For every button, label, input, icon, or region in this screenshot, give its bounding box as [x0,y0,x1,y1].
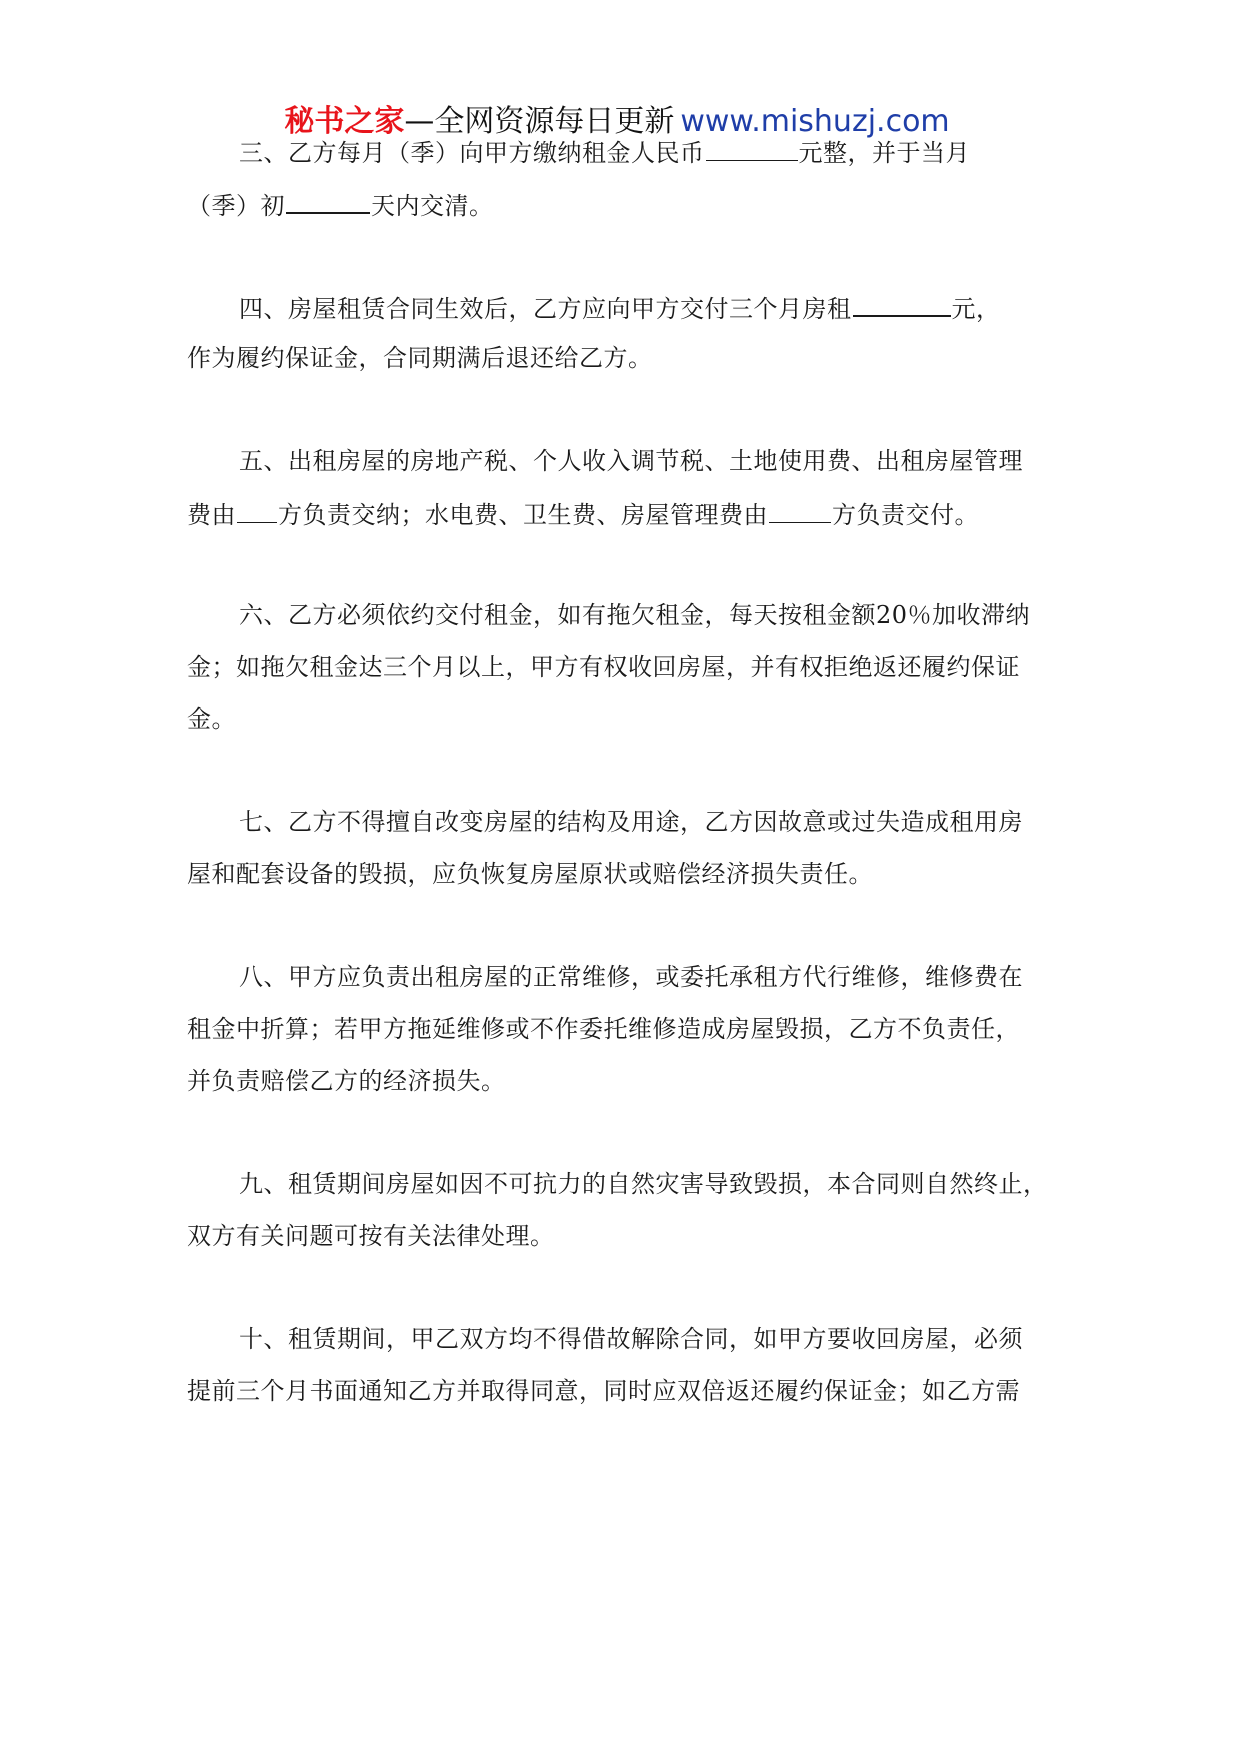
clause-6-line-3: 金。 [187,705,236,733]
blank-rent-amount [706,134,798,161]
clause-6-line-2: 金；如拖欠租金达三个月以上，甲方有权收回房屋，并有权拒绝返还履约保证 [187,653,1020,681]
clause-9-line-1: 九、租赁期间房屋如因不可抗力的自然灾害导致毁损，本合同则自然终止， [239,1170,1048,1198]
clause-4-line-1: 四、房屋租赁合同生效后，乙方应向甲方交付三个月房租 元， [239,289,1067,326]
clause-9-line-2: 双方有关问题可按有关法律处理。 [187,1222,555,1250]
clause-5-line-1: 五、出租房屋的房地产税、个人收入调节税、土地使用费、出租房屋管理 [239,447,1023,475]
clause-8-line-3: 并负责赔偿乙方的经济损失。 [187,1067,506,1095]
blank-utility-party [769,496,831,523]
clause-3-line-2: （季）初 天内交清。 [187,186,1067,223]
brand-name: 秘书之家 [284,104,405,139]
clause-8-line-1: 八、甲方应负责出租房屋的正常维修，或委托承租方代行维修，维修费在 [239,963,1023,991]
clause-8-line-2: 租金中折算；若甲方拖延维修或不作委托维修造成房屋毁损，乙方不负责任， [187,1015,1020,1043]
header-url[interactable]: www.mishuzj.com [680,104,950,139]
clause-7-line-1: 七、乙方不得擅自改变房屋的结构及用途，乙方因故意或过失造成租用房 [239,808,1023,836]
header-slogan: —全网资源每日更新 [404,104,675,139]
clause-7-line-2: 屋和配套设备的毁损，应负恢复房屋原状或赔偿经济损失责任。 [187,860,873,888]
clause-3-line-1: 三、乙方每月（季）向甲方缴纳租金人民币 元整，并于当月 [239,134,1067,170]
blank-deposit-amount [853,289,951,317]
clause-6-line-1: 六、乙方必须依约交付租金，如有拖欠租金，每天按租金额20％加收滞纳 [239,601,1031,629]
blank-tax-party [237,496,277,523]
clause-10-line-1: 十、租赁期间，甲乙双方均不得借故解除合同，如甲方要收回房屋，必须 [239,1325,1023,1353]
clause-5-line-2: 费由 方负责交纳；水电费、卫生费、房屋管理费由 方负责交付。 [187,496,1067,532]
blank-pay-days [286,186,370,214]
clause-10-line-2: 提前三个月书面通知乙方并取得同意，同时应双倍返还履约保证金；如乙方需 [187,1377,1020,1405]
clause-4-line-2: 作为履约保证金，合同期满后退还给乙方。 [187,344,653,372]
